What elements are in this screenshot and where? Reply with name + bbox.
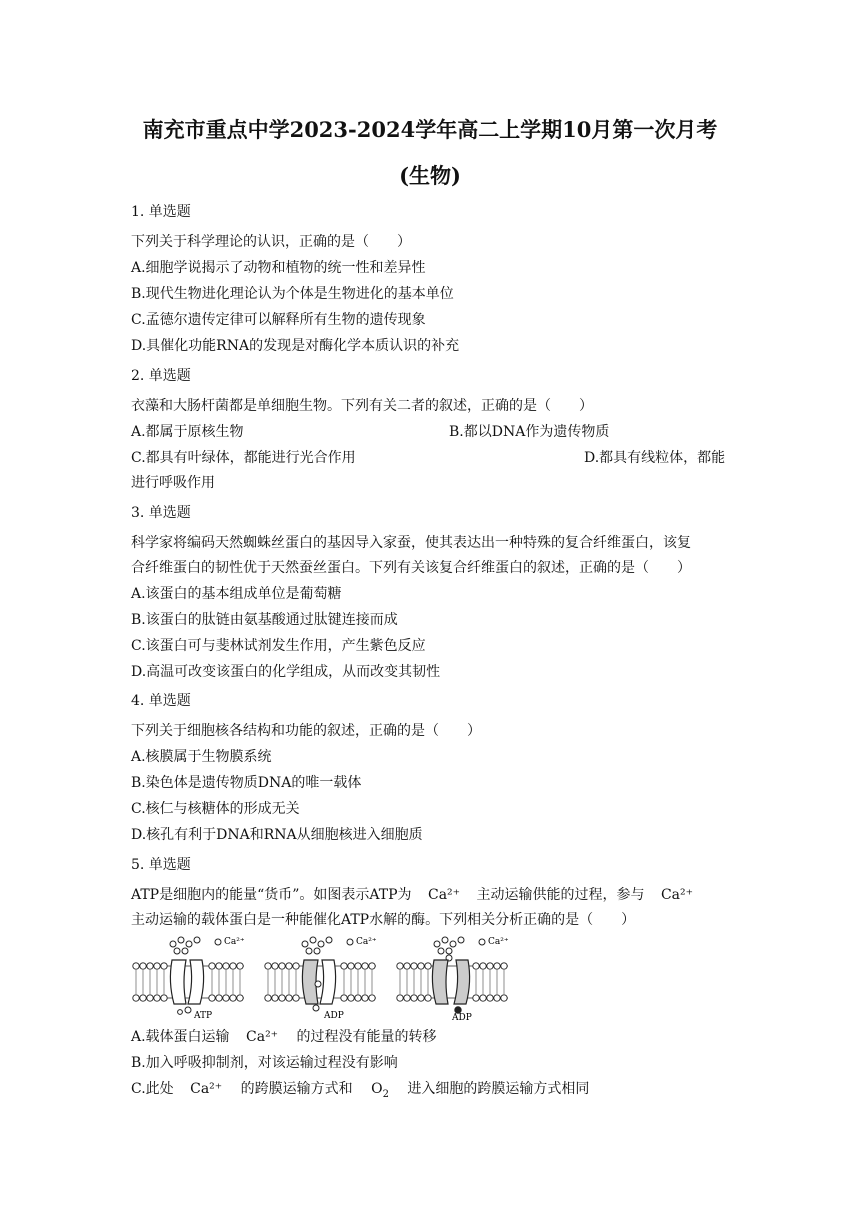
question-2-stem: 衣藻和大肠杆菌都是单细胞生物。下列有关二者的叙述，正确的是（ ） <box>131 398 593 414</box>
question-3-stem-line-1: 科学家将编码天然蜘蛛丝蛋白的基因导入家蚕，使其表达出一种特殊的复合纤维蛋白，该复 <box>131 535 691 551</box>
figure-label-ca-2: Ca²⁺ <box>356 937 377 947</box>
question-5-header: 5. 单选题 <box>131 857 191 873</box>
atp-calcium-transport-figure <box>128 930 518 1022</box>
calcium-ion-formula: Ca²⁺ <box>246 1029 279 1045</box>
question-5-option-c-part-1: C.此处 <box>131 1081 174 1097</box>
figure-label-ca-3: Ca²⁺ <box>488 937 509 947</box>
question-5-stem-part-1: ATP是细胞内的能量“货币”。如图表示ATP为 <box>131 887 412 903</box>
question-3-option-b: B.该蛋白的肽链由氨基酸通过肽键连接而成 <box>131 612 398 628</box>
question-1-option-c: C.孟德尔遗传定律可以解释所有生物的遗传现象 <box>131 312 426 328</box>
question-5-option-a <box>131 1027 437 1047</box>
document-subtitle: (生物) <box>399 163 461 188</box>
question-3-option-d: D.高温可改变该蛋白的化学组成，从而改变其韧性 <box>131 664 441 680</box>
oxygen-formula: $O_2$ <box>371 1081 389 1100</box>
question-4-option-d: D.核孔有利于DNA和RNA从细胞核进入细胞质 <box>131 827 423 843</box>
question-4-stem: 下列关于细胞核各结构和功能的叙述，正确的是（ ） <box>131 723 481 739</box>
question-4-option-c: C.核仁与核糖体的形成无关 <box>131 801 300 817</box>
transport-stage-1 <box>132 937 245 1021</box>
figure-label-adp-1: ADP <box>324 1011 344 1021</box>
question-1-stem: 下列关于科学理论的认识，正确的是（ ） <box>131 234 411 250</box>
figure-label-ca-1: Ca²⁺ <box>224 937 245 947</box>
calcium-ion-formula: Ca²⁺ <box>427 887 461 903</box>
question-5-option-a-part-2: 的过程没有能量的转移 <box>296 1029 437 1045</box>
question-2-option-d-continued: 进行呼吸作用 <box>131 475 215 491</box>
question-3-option-c: C.该蛋白可与斐林试剂发生作用，产生紫色反应 <box>131 638 426 654</box>
question-1-option-d: D.具催化功能RNA的发现是对酶化学本质认识的补充 <box>131 338 460 354</box>
question-2-option-a: A.都属于原核生物 <box>131 424 244 440</box>
question-3-header: 3. 单选题 <box>131 505 191 521</box>
question-2-option-d: D.都具有线粒体，都能 <box>584 450 726 466</box>
question-2-option-b: B.都以DNA作为遗传物质 <box>449 424 610 440</box>
calcium-ion-formula: Ca²⁺ <box>190 1081 223 1097</box>
question-3-option-a: A.该蛋白的基本组成单位是葡萄糖 <box>131 586 342 602</box>
question-5-stem-line-1 <box>131 885 693 905</box>
question-1-option-b: B.现代生物进化理论认为个体是生物进化的基本单位 <box>131 286 454 302</box>
question-5-option-c <box>131 1079 589 1105</box>
document-title: 南充市重点中学2023-2024学年高二上学期10月第一次月考 <box>142 117 718 142</box>
figure-label-adp-2: ADP <box>452 1013 472 1022</box>
calcium-ion-formula: Ca²⁺ <box>660 887 694 903</box>
question-1-header: 1. 单选题 <box>131 204 191 220</box>
question-4-option-b: B.染色体是遗传物质DNA的唯一载体 <box>131 775 362 791</box>
transport-stage-2 <box>265 937 377 1021</box>
question-1-option-a: A.细胞学说揭示了动物和植物的统一性和差异性 <box>131 260 426 276</box>
question-2-header: 2. 单选题 <box>131 368 191 384</box>
question-3-stem-line-2: 合纤维蛋白的韧性优于天然蚕丝蛋白。下列有关该复合纤维蛋白的叙述，正确的是（ ） <box>131 560 691 576</box>
question-4-header: 4. 单选题 <box>131 693 191 709</box>
question-5-option-c-part-2: 的跨膜运输方式和 <box>240 1081 353 1097</box>
transport-stage-3 <box>397 937 509 1022</box>
question-5-stem-line-2: 主动运输的载体蛋白是一种能催化ATP水解的酶。下列相关分析正确的是（ ） <box>131 912 636 928</box>
question-5-option-a-part-1: A.载体蛋白运输 <box>131 1029 230 1045</box>
figure-label-atp: ATP <box>194 1011 213 1021</box>
question-4-option-a: A.核膜属于生物膜系统 <box>131 749 272 765</box>
question-5-stem-part-2: 主动运输供能的过程，参与 <box>476 887 645 903</box>
question-5-option-b: B.加入呼吸抑制剂，对该运输过程没有影响 <box>131 1055 398 1071</box>
question-5-option-c-part-3: 进入细胞的跨膜运输方式相同 <box>407 1081 590 1097</box>
question-2-option-c: C.都具有叶绿体，都能进行光合作用 <box>131 450 356 466</box>
